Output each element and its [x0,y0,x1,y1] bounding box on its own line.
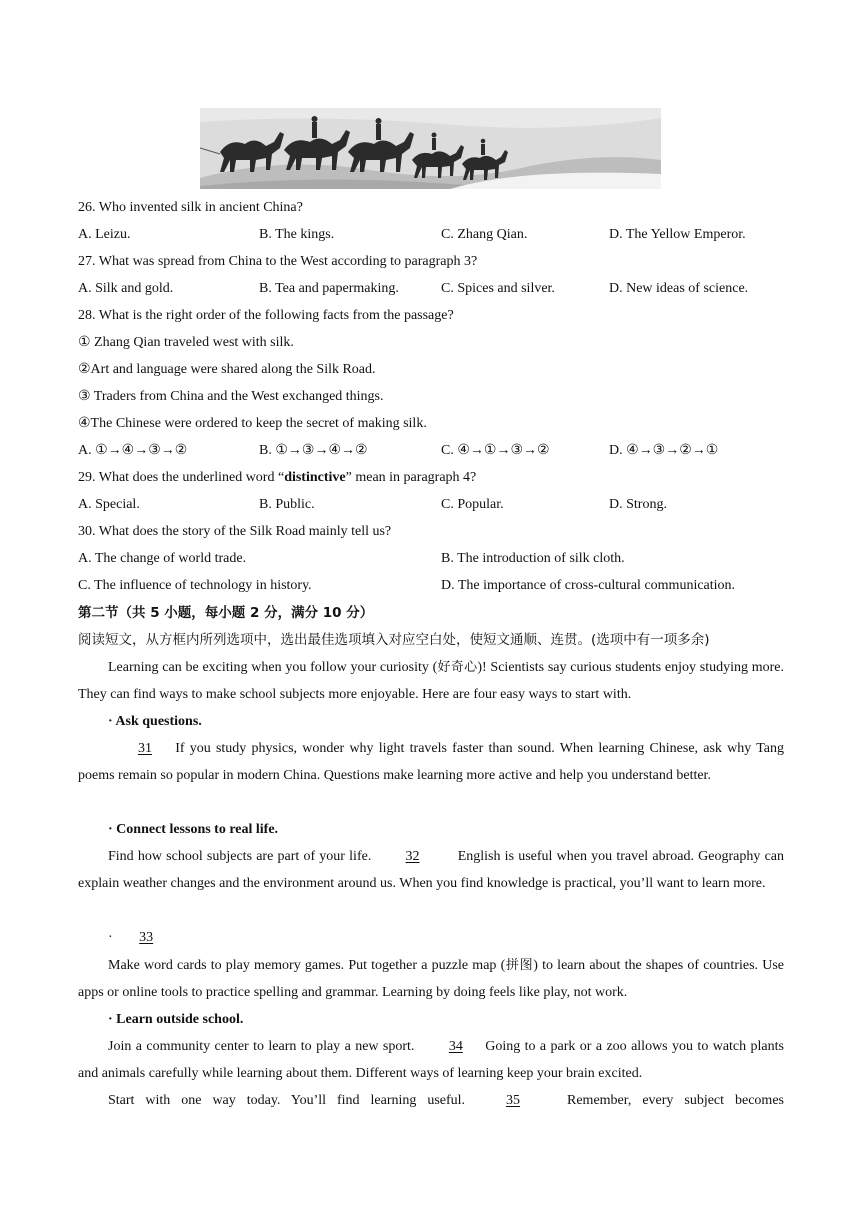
passage-paragraph-3 [78,843,784,897]
passage-p1-text-a: Learning can be exciting when you follow your curiosity ( [108,660,438,675]
question-28-fact-1: ① Zhang Qian traveled west with silk. [78,335,294,350]
question-26-option-b: B. The kings. [259,227,335,242]
passage-paragraph-4 [78,952,784,1006]
question-26-stem: 26. Who invented silk in ancient China? [78,200,303,215]
passage-p5-text-a: Join a community center to learn to play a new sport. [108,1039,419,1054]
question-27-option-b: B. Tea and papermaking. [259,281,399,296]
question-30-option-d: D. The importance of cross-cultural communication. [441,578,736,593]
question-28-fact-4: ④The Chinese were ordered to keep the secret of making silk. [78,416,427,431]
question-28-stem: 28. What is the right order of the following facts from the passage? [78,308,454,323]
camel-caravan-image [200,108,661,189]
passage-p3-text-b: English is useful when you travel abroad. Geography can explain weather changes and the environment around us. When you find knowledge is practical, you’ll want to learn more. [78,849,784,891]
subheading-ask-questions: · Ask questions. [108,714,202,729]
passage-p5-text-b: Going to a park or a zoo allows you to watch plants and animals carefully while learning about them. Different ways of learning keep your brain excited. [78,1039,784,1081]
subheading-learn-outside: · Learn outside school. [108,1012,244,1027]
passage-p6-text-b: Remember, every subject becomes [556,1093,784,1108]
question-28-option-c: C. ④→①→③→② [441,443,550,458]
question-28-fact-2: ②Art and language were shared along the Silk Road. [78,362,376,377]
passage-p6-text-a: Start with one way today. You’ll find learning useful. [108,1093,477,1108]
question-29-stem-pre: 29. What does the underlined word “ [78,470,285,485]
question-30-option-a: A. The change of world trade. [78,551,247,566]
question-29-stem-post: ” mean in paragraph 4? [345,470,477,485]
question-28-option-d: D. ④→③→②→① [609,443,719,458]
passage-paragraph-2 [78,735,784,789]
blank-33[interactable]: 33 [139,930,154,945]
subheading-connect-lessons: · Connect lessons to real life. [108,822,279,837]
subheading-33-bullet: · [108,930,117,945]
subheading-33 [108,928,176,948]
passage-p2-text: If you study physics, wonder why light travels faster than sound. When learning Chinese, ask why Tang poems remain so popular in modern China. Questions make learning more active and help you understand better. [78,741,784,783]
question-26-option-d: D. The Yellow Emperor. [609,227,746,242]
section-2-instruction: 阅读短文，从方框内所列选项中，选出最佳选项填入对应空白处，使短文通顺、连贯。(选项中有一项多余) [78,632,710,648]
question-28-fact-3: ③ Traders from China and the West exchanged things. [78,389,384,404]
passage-paragraph-5 [78,1033,784,1087]
section-2-heading: 第二节（共 5 小题，每小题 2 分，满分 10 分） [78,605,374,621]
passage-paragraph-1 [78,654,784,708]
question-30-stem: 30. What does the story of the Silk Road mainly tell us? [78,524,392,539]
blank-34[interactable]: 34 [448,1039,463,1054]
passage-p4-chinese-gloss: 拼图 [505,958,534,973]
passage-p3-text-a: Find how school subjects are part of your life. [108,849,376,864]
question-29-option-c: C. Popular. [441,497,504,512]
question-27-option-d: D. New ideas of science. [609,281,749,296]
question-28-option-b: B. ①→③→④→② [259,443,368,458]
question-30-option-c: C. The influence of technology in history. [78,578,312,593]
blank-35[interactable]: 35 [506,1093,521,1108]
question-30-option-b: B. The introduction of silk cloth. [441,551,625,566]
passage-p4-text-b: ) to learn about the shapes of countries. Use apps or online tools to practice spelling and grammar. Learning by doing feels like play, not work. [78,958,784,1000]
camel-caravan-illustration [200,108,661,189]
question-27-option-a: A. Silk and gold. [78,281,174,296]
question-28-option-a: A. ①→④→③→② [78,443,188,458]
blank-31[interactable]: 31 [138,741,152,756]
question-26-option-a: A. Leizu. [78,227,131,242]
passage-p4-text-a: Make word cards to play memory games. Put together a puzzle map ( [108,958,506,973]
question-29-stem [78,468,476,488]
question-27-option-c: C. Spices and silver. [441,281,555,296]
question-29-option-d: D. Strong. [609,497,667,512]
passage-p1-chinese-gloss: 好奇心 [437,660,478,675]
passage-paragraph-6 [78,1087,784,1114]
question-29-option-a: A. Special. [78,497,140,512]
blank-32[interactable]: 32 [405,849,420,864]
passage-p1-text-b: )! Scientists say curious students enjoy studying more. They can find ways to make school subjects more enjoyable. Here are four easy ways to start with. [78,660,785,702]
question-26-option-c: C. Zhang Qian. [441,227,528,242]
question-29-option-b: B. Public. [259,497,315,512]
question-27-stem: 27. What was spread from China to the West according to paragraph 3? [78,254,478,269]
underlined-word: distinctive [284,470,346,485]
